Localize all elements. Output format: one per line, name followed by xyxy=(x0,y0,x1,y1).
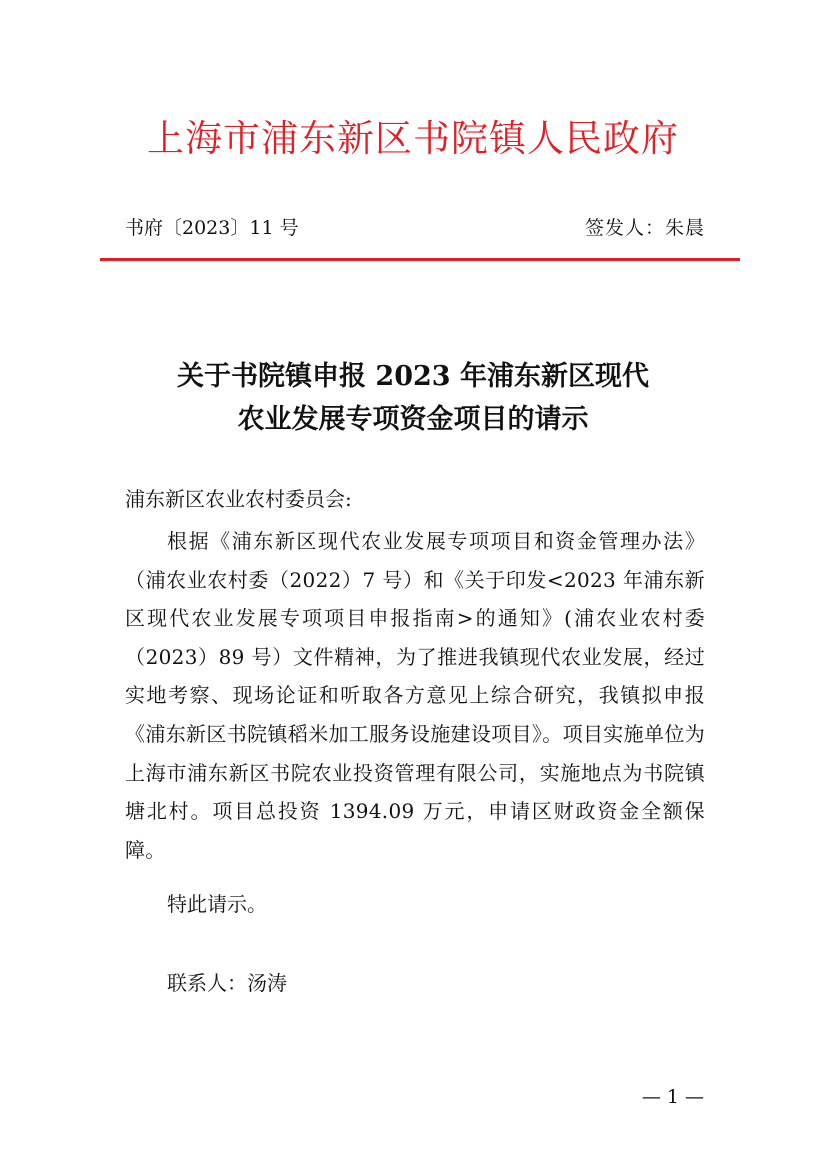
body-paragraph: 根据《浦东新区现代农业发展专项项目和资金管理办法》（浦农业农村委（2022）7 号）和《关于印发<2023 年浦东新区现代农业发展专项项目申报指南>的通知》(浦农业农村委（2023）89 号）文件精神，为了推进我镇现代农业发展，经过实地考察、现场论证和听取各方意见上综合研究，我镇拟申报《浦东新区书院镇稻米加工服务设施建设项目》。项目实施单位为上海市浦东新区书院农业投资管理有限公司，实施地点为书院镇塘北村。项目总投资 1394.09 万元，申请区财政资金全额保障。 xyxy=(125,529,705,862)
document-heading-line-1: 关于书院镇申报 2023 年浦东新区现代 xyxy=(177,361,649,392)
contact-person: 联系人：汤涛 xyxy=(167,971,287,995)
document-heading-line-2: 农业发展专项资金项目的请示 xyxy=(237,404,589,435)
page-number: — 1 — xyxy=(641,1086,704,1108)
signer-label: 签发人：朱晨 xyxy=(584,217,705,239)
addressee: 浦东新区农业农村委员会: xyxy=(125,487,352,511)
document-number: 书府〔2023〕11 号 xyxy=(125,217,299,239)
document-meta-row xyxy=(125,213,705,243)
closing-line: 特此请示。 xyxy=(167,892,267,916)
document-heading xyxy=(0,355,826,441)
issuer-title: 上海市浦东新区书院镇人民政府 xyxy=(147,117,679,160)
red-divider-line xyxy=(100,258,740,261)
